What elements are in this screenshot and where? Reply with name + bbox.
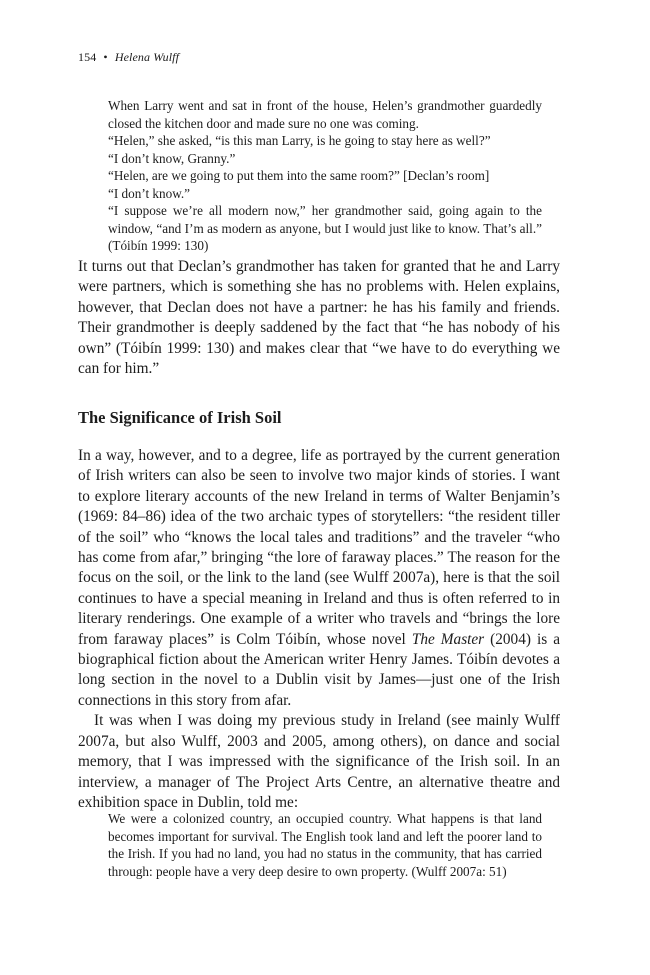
body-paragraph-1 [78,257,560,379]
quote-paragraph: We were a colonized country, an occupied country. What happens is that land becomes important for survival. The English took land and left the poorer land to the Irish. If you had no land, you had no status in the community, that has carried through: people have a very deep desire to own property. (Wulff 2007a: 51) [108,811,542,879]
quote-line: When Larry went and sat in front of the house, Helen’s grandmother guardedly closed the kitchen door and made sure no one was coming. [108,98,542,131]
paragraph-2-text-a: In a way, however, and to a degree, life as portrayed by the current generation of Irish writers can also be seen to involve two major kinds of stories. I want to explore literary accounts of the new Ireland in terms of Walter Benjamin’s (1969: 84–86) idea of the two archaic types of storytellers: “the resident tiller of the soil” who “knows the local tales and traditions” and the traveler “who has come from afar,” bringing “the lore of faraway places.” The reason for the focus on the soil, or the link to the land (see Wulff 2007a), here is that the soil continues to have a special meaning in Ireland and thus is often referred to in literary renderings. One example of a writer who travels and “brings the lore from faraway places” is Colm Tóibín, whose novel [78,447,560,648]
page-number: 154 [78,50,97,64]
quote-line: “I suppose we’re all modern now,” her grandmother said, going again to the window, “and I’m as modern as anyone, but I would just like to know. That’s all.” (Tóibín 1999: 130) [108,203,542,253]
book-title-italic: The Master [411,630,485,648]
quote-line: “Helen,” she asked, “is this man Larry, is he going to stay here as well?” [108,133,491,148]
quote-line: “I don’t know.” [108,185,191,201]
body-paragraphs-2-3 [78,446,560,813]
paragraph-3: It was when I was doing my previous study in Ireland (see mainly Wulff 2007a, but also Wulff, 2003 and 2005, among others), on dance and social memory, that I was impressed with the significance of the Irish soil. In an interview, a manager of The Project Arts Centre, an alternative theatre and exhibition space in Dublin, told me: [78,712,560,811]
paragraph-2 [78,446,560,711]
paragraph-2-text-b: (2004) is a biographical fiction about the American writer Henry James. Tóibín devotes a long section in the novel to a Dublin visit by James—just one of the Irish connections in this story from afar. [78,630,560,709]
running-head-author: Helena Wulff [114,50,180,64]
section-heading: The Significance of Irish Soil [78,408,282,427]
quote-line: “Helen, are we going to put them into the same room?” [Declan’s room] [108,168,490,183]
running-head-separator: • [103,50,108,64]
quote-line: “I don’t know, Granny.” [108,150,236,166]
block-quote-dialogue [108,97,542,255]
block-quote-interview [108,810,542,880]
running-head [78,50,179,65]
paragraph: It turns out that Declan’s grandmother has taken for granted that he and Larry were partners, which is something she has no problems with. Helen explains, however, that Declan does not have a partner: he has his family and friends. Their grandmother is deeply saddened by the fact that “he has nobody of his own” (Tóibín 1999: 130) and makes clear that “we have to do everything we can for him.” [78,258,560,378]
